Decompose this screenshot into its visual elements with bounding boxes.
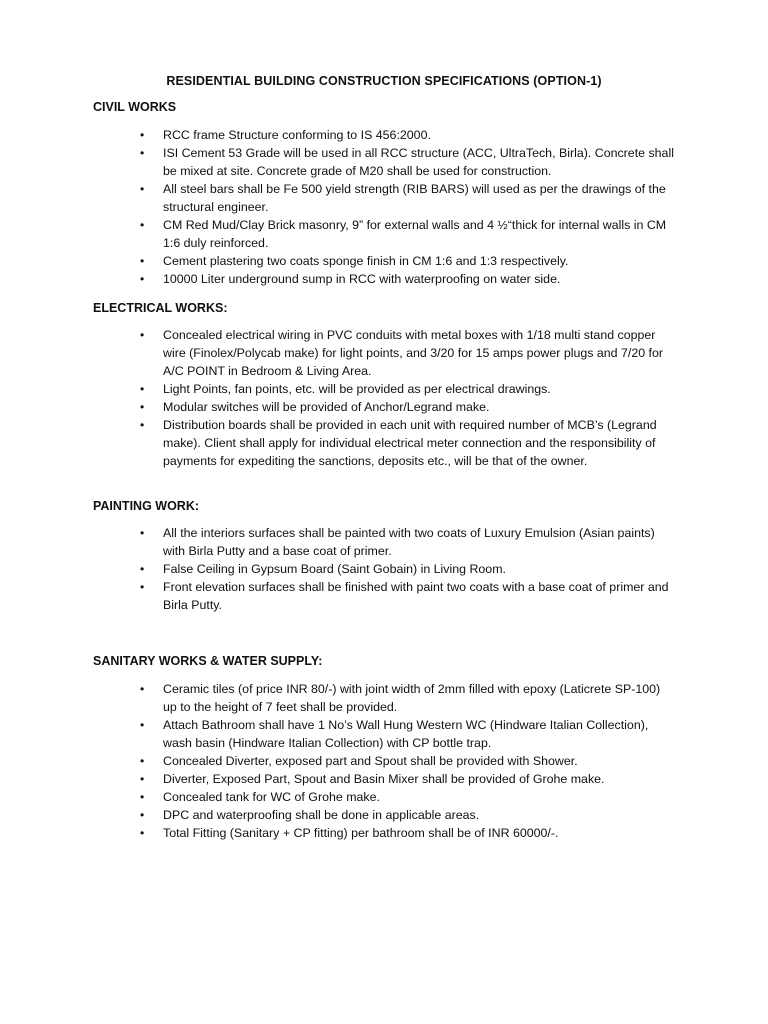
bullet-list xyxy=(93,126,693,288)
list-item xyxy=(93,788,674,806)
list-item-text: Total Fitting (Sanitary + CP fitting) per bathroom shall be of INR 60000/-. xyxy=(163,826,559,840)
list-item-text: 10000 Liter underground sump in RCC with waterproofing on water side. xyxy=(163,272,561,286)
list-item xyxy=(93,144,674,180)
section-electrical-works xyxy=(93,299,693,470)
list-item xyxy=(93,770,674,788)
list-item-text: Concealed tank for WC of Grohe make. xyxy=(163,790,380,804)
bullet-icon: • xyxy=(140,128,145,142)
bullet-icon: • xyxy=(140,182,145,196)
bullet-icon: • xyxy=(140,526,145,540)
list-item-text: Ceramic tiles (of price INR 80/-) with joint width of 2mm filled with epoxy (Laticrete SP-100) up to the height of 7 feet shall be provided. xyxy=(163,682,661,714)
bullet-icon: • xyxy=(140,272,145,286)
list-item xyxy=(93,560,674,578)
list-item xyxy=(93,578,674,614)
bullet-icon: • xyxy=(140,562,145,576)
bullet-icon: • xyxy=(140,218,145,232)
list-item xyxy=(93,252,674,270)
bullet-list xyxy=(93,680,693,842)
bullet-icon: • xyxy=(140,418,145,432)
list-item xyxy=(93,326,674,380)
bullet-icon: • xyxy=(140,254,145,268)
list-item-text: RCC frame Structure conforming to IS 456:2000. xyxy=(163,128,431,142)
list-item xyxy=(93,180,674,216)
bullet-icon: • xyxy=(140,718,145,732)
list-item-text: Concealed Diverter, exposed part and Spout shall be provided with Shower. xyxy=(163,754,578,768)
list-item-text: Concealed electrical wiring in PVC conduits with metal boxes with 1/18 multi stand copper wire (Finolex/Polycab make) for light points, and 3/20 for 15 amps power plugs and 7/20 for A/C POINT in Bedroom & Living Area. xyxy=(163,328,664,378)
bullet-icon: • xyxy=(140,328,145,342)
list-item xyxy=(93,126,674,144)
bullet-icon: • xyxy=(140,382,145,396)
list-item-text: All the interiors surfaces shall be painted with two coats of Luxury Emulsion (Asian paints) with Birla Putty and a base coat of primer. xyxy=(163,526,655,558)
bullet-icon: • xyxy=(140,682,145,696)
section-heading: PAINTING WORK: xyxy=(93,499,200,513)
list-item xyxy=(93,752,674,770)
list-item-text: Attach Bathroom shall have 1 No’s Wall Hung Western WC (Hindware Italian Collection), wash basin (Hindware Italian Collection) with CP bottle trap. xyxy=(163,718,649,750)
list-item-text: CM Red Mud/Clay Brick masonry, 9” for external walls and 4 ½“thick for internal walls in CM 1:6 duly reinforced. xyxy=(163,218,667,250)
list-item xyxy=(93,824,674,842)
section-sanitary-works xyxy=(93,652,693,842)
list-item xyxy=(93,380,674,398)
bullet-icon: • xyxy=(140,826,145,840)
list-item-text: Distribution boards shall be provided in each unit with required number of MCB’s (Legrand make). Client shall apply for individual electrical meter connection and the responsibility of payments for expediting the sanctions, deposits etc., will be that of the owner. xyxy=(163,418,657,468)
section-heading: ELECTRICAL WORKS: xyxy=(93,301,228,315)
document-title: RESIDENTIAL BUILDING CONSTRUCTION SPECIFICATIONS (OPTION-1) xyxy=(166,74,602,88)
bullet-icon: • xyxy=(140,790,145,804)
bullet-list xyxy=(93,326,693,470)
bullet-icon: • xyxy=(140,754,145,768)
bullet-icon: • xyxy=(140,146,145,160)
list-item-text: False Ceiling in Gypsum Board (Saint Gobain) in Living Room. xyxy=(163,562,506,576)
list-item-text: Modular switches will be provided of Anchor/Legrand make. xyxy=(163,400,490,414)
list-item-text: Cement plastering two coats sponge finish in CM 1:6 and 1:3 respectively. xyxy=(163,254,569,268)
list-item xyxy=(93,398,674,416)
list-item xyxy=(93,270,674,288)
bullet-icon: • xyxy=(140,580,145,594)
section-painting-work xyxy=(93,497,693,614)
bullet-icon: • xyxy=(140,808,145,822)
list-item xyxy=(93,416,674,470)
list-item-text: Front elevation surfaces shall be finished with paint two coats with a base coat of primer and Birla Putty. xyxy=(163,580,669,612)
section-heading: CIVIL WORKS xyxy=(93,100,177,114)
list-item-text: ISI Cement 53 Grade will be used in all RCC structure (ACC, UltraTech, Birla). Concrete shall be mixed at site. Concrete grade of M20 shall be used for construction. xyxy=(163,146,674,178)
list-item-text: Diverter, Exposed Part, Spout and Basin Mixer shall be provided of Grohe make. xyxy=(163,772,605,786)
bullet-icon: • xyxy=(140,772,145,786)
list-item-text: All steel bars shall be Fe 500 yield strength (RIB BARS) will used as per the drawings of the structural engineer. xyxy=(163,182,666,214)
bullet-icon: • xyxy=(140,400,145,414)
list-item-text: Light Points, fan points, etc. will be provided as per electrical drawings. xyxy=(163,382,551,396)
list-item-text: DPC and waterproofing shall be done in applicable areas. xyxy=(163,808,480,822)
bullet-list xyxy=(93,524,693,614)
list-item xyxy=(93,216,674,252)
list-item xyxy=(93,680,674,716)
list-item xyxy=(93,716,674,752)
section-heading: SANITARY WORKS & WATER SUPPLY: xyxy=(93,654,323,668)
list-item xyxy=(93,524,674,560)
list-item xyxy=(93,806,674,824)
section-civil-works xyxy=(93,98,693,288)
